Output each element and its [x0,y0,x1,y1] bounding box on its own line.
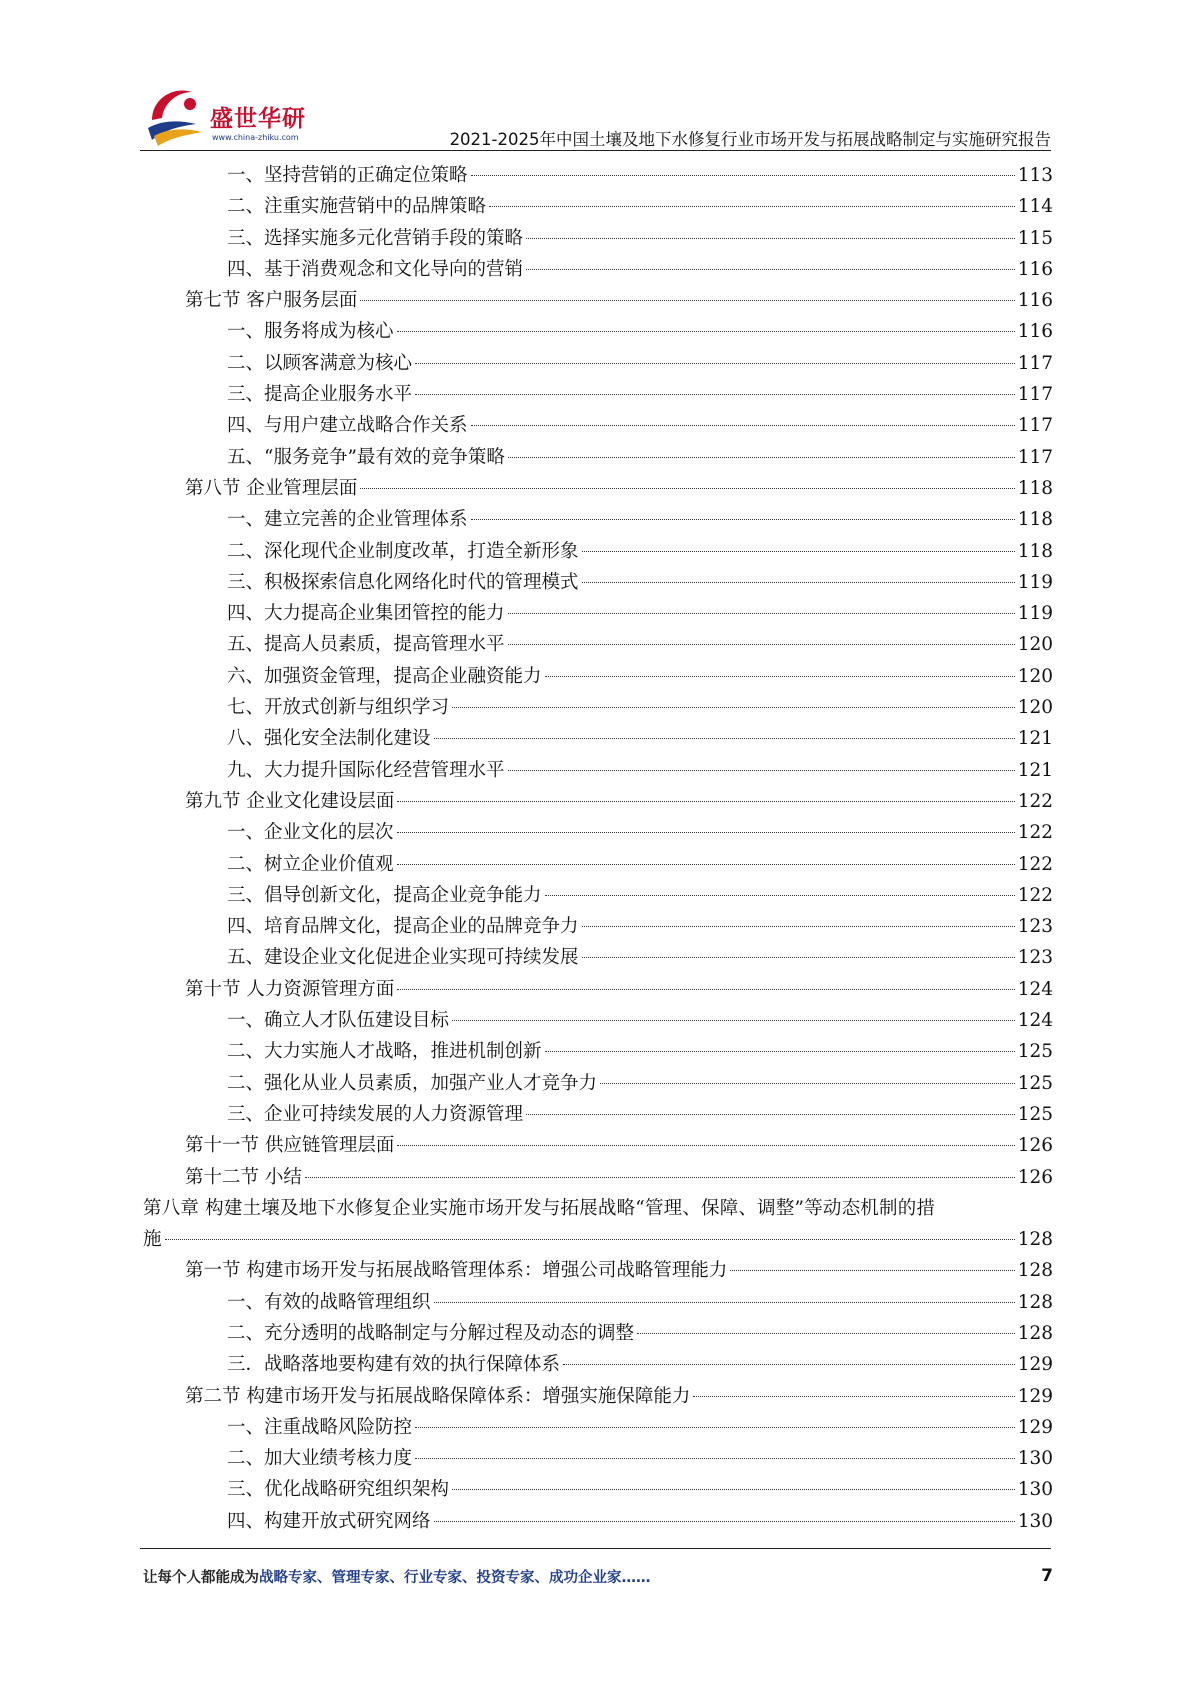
toc-entry-text: 二、深化现代企业制度改革，打造全新形象 [227,540,579,562]
toc-page-number: 128 [1017,1322,1053,1344]
toc-subsection-entry[interactable] [143,911,1053,942]
toc-page-number: 124 [1017,1010,1053,1032]
toc-page-number: 128 [1017,1291,1053,1313]
toc-page-number: 120 [1017,697,1053,719]
toc-subsection-entry[interactable] [143,254,1053,285]
toc-leader-dots [397,801,1014,802]
toc-page-number: 117 [1017,352,1053,374]
toc-leader-dots [693,1396,1014,1397]
toc-entry-text: 一、确立人才队伍建设目标 [227,1010,450,1032]
toc-section-entry[interactable] [143,473,1053,504]
toc-page-number: 119 [1017,571,1053,593]
table-of-contents [143,160,1053,1537]
toc-leader-dots [489,206,1015,207]
toc-leader-dots [471,175,1015,176]
toc-entry-text: 三、积极探索信息化网络化时代的管理模式 [227,571,579,593]
logo-swoosh-icon [140,80,210,150]
toc-subsection-entry[interactable] [143,661,1053,692]
toc-page-number: 126 [1017,1166,1053,1188]
toc-leader-dots [582,551,1015,552]
toc-leader-dots [582,957,1015,958]
toc-subsection-entry[interactable] [143,629,1053,660]
toc-section-entry[interactable] [143,1255,1053,1286]
toc-subsection-entry[interactable] [143,316,1053,347]
toc-entry-text: 第一节 构建市场开发与拓展战略管理体系：增强公司战略管理能力 [185,1260,728,1282]
toc-leader-dots [415,363,1015,364]
toc-entry-text: 四、构建开放式研究网络 [227,1510,431,1532]
logo-name: 盛世华研 [210,106,306,132]
page-footer [143,1566,1053,1594]
toc-entry-text: 二、树立企业价值观 [227,853,394,875]
toc-page-number: 128 [1017,1260,1053,1282]
toc-entry-text: 三、优化战略研究组织架构 [227,1479,450,1501]
toc-section-entry[interactable] [143,1162,1053,1193]
toc-entry-text: 第十二节 小结 [185,1166,302,1188]
toc-page-number: 130 [1017,1510,1053,1532]
toc-subsection-entry[interactable] [143,348,1053,379]
toc-page-number: 116 [1017,321,1053,343]
toc-entry-text: 三、提高企业服务水平 [227,384,413,406]
toc-page-number: 115 [1017,227,1053,249]
toc-subsection-entry[interactable] [143,1412,1053,1443]
toc-page-number: 119 [1017,603,1053,625]
toc-leader-dots [526,1114,1015,1115]
toc-page-number: 114 [1017,196,1053,218]
toc-subsection-entry[interactable] [143,1349,1053,1380]
toc-leader-dots [397,864,1015,865]
toc-page-number: 118 [1017,477,1053,499]
toc-entry-text: 三、企业可持续发展的人力资源管理 [227,1103,524,1125]
toc-page-number: 122 [1017,884,1053,906]
toc-entry-text: 一、注重战略风险防控 [227,1416,413,1438]
toc-leader-dots [434,1521,1015,1522]
toc-subsection-entry[interactable] [143,567,1053,598]
toc-leader-dots [545,676,1015,677]
toc-leader-dots [508,770,1015,771]
toc-subsection-entry[interactable] [143,536,1053,567]
toc-entry-text: 一、企业文化的层次 [227,822,394,844]
toc-page-number: 118 [1017,540,1053,562]
toc-leader-dots [415,394,1015,395]
toc-subsection-entry[interactable] [143,849,1053,880]
toc-page-number: 129 [1017,1416,1053,1438]
toc-page-number: 125 [1017,1072,1053,1094]
toc-subsection-entry[interactable] [143,755,1053,786]
toc-entry-text: 第九节 企业文化建设层面 [185,790,395,812]
toc-subsection-entry[interactable] [143,1318,1053,1349]
toc-leader-dots [582,926,1015,927]
toc-entry-text: 第八节 企业管理层面 [185,477,358,499]
toc-entry-text: 五、建设企业文化促进企业实现可持续发展 [227,947,579,969]
toc-entry-text: 六、加强资金管理，提高企业融资能力 [227,665,542,687]
toc-subsection-entry[interactable] [143,1443,1053,1474]
toc-page-number: 122 [1017,853,1053,875]
toc-entry-text: 第十节 人力资源管理方面 [185,978,395,1000]
toc-subsection-entry[interactable] [143,817,1053,848]
toc-page-number: 130 [1017,1479,1053,1501]
company-logo [140,80,315,150]
toc-leader-dots [471,425,1015,426]
toc-subsection-entry[interactable] [143,223,1053,254]
toc-entry-text: 二、加大业绩考核力度 [227,1448,413,1470]
toc-entry-text: 四、大力提高企业集团管控的能力 [227,603,505,625]
toc-entry-text: 四、培育品牌文化，提高企业的品牌竞争力 [227,916,579,938]
toc-page-number: 117 [1017,415,1053,437]
toc-entry-text: 九、大力提升国际化经营管理水平 [227,759,505,781]
toc-leader-dots [415,1458,1015,1459]
toc-entry-text: 二、大力实施人才战略，推进机制创新 [227,1041,542,1063]
toc-leader-dots [508,457,1015,458]
toc-leader-dots [508,613,1015,614]
toc-entry-text: 一、坚持营销的正确定位策略 [227,165,468,186]
toc-subsection-entry[interactable] [143,598,1053,629]
toc-entry-text: 五、提高人员素质，提高管理水平 [227,634,505,656]
page-header [0,0,1191,152]
toc-entry-text: 五、“服务竞争”最有效的竞争策略 [227,446,505,468]
toc-entry-text: 一、建立完善的企业管理体系 [227,509,468,531]
toc-entry-text: 一、服务将成为核心 [227,321,394,343]
toc-leader-dots [452,1489,1015,1490]
toc-section-entry[interactable] [143,1130,1053,1161]
toc-page-number: 116 [1017,258,1053,280]
toc-leader-dots [563,1364,1015,1365]
toc-leader-dots [545,895,1015,896]
toc-entry-text: 第二节 构建市场开发与拓展战略保障体系：增强实施保障能力 [185,1385,691,1407]
toc-leader-dots [434,1302,1015,1303]
toc-entry-text: 二、强化从业人员素质，加强产业人才竞争力 [227,1072,598,1094]
toc-section-entry[interactable] [143,285,1053,316]
toc-entry-text: 施 [143,1229,162,1251]
toc-page-number: 130 [1017,1448,1053,1470]
footer-slogan-prefix: 让每个人都能成为 [143,1570,259,1586]
toc-page-number: 129 [1017,1354,1053,1376]
toc-subsection-entry[interactable] [143,1474,1053,1505]
toc-entry-text: 二、以顾客满意为核心 [227,352,413,374]
toc-page-number: 118 [1017,509,1053,531]
report-title: 2021-2025年中国土壤及地下水修复行业市场开发与拓展战略制定与实施研究报告 [449,130,1051,149]
toc-subsection-entry[interactable] [143,1287,1053,1318]
toc-entry-text: 一、有效的战略管理组织 [227,1291,431,1313]
toc-leader-dots [526,238,1015,239]
toc-subsection-entry[interactable] [143,1099,1053,1130]
toc-page-number: 125 [1017,1041,1053,1063]
toc-page-number: 120 [1017,634,1053,656]
toc-subsection-entry[interactable] [143,692,1053,723]
toc-entry-text: 二、充分透明的战略制定与分解过程及动态的调整 [227,1322,635,1344]
toc-subsection-entry[interactable] [143,410,1053,441]
toc-subsection-entry[interactable] [143,1036,1053,1067]
toc-leader-dots [415,1427,1015,1428]
toc-subsection-entry[interactable] [143,379,1053,410]
toc-entry-text: 八、强化安全法制化建设 [227,728,431,750]
toc-entry-text: 四、与用户建立战略合作关系 [227,415,468,437]
page-number: 7 [1041,1566,1053,1586]
toc-page-number: 122 [1017,790,1053,812]
toc-page-number: 129 [1017,1385,1053,1407]
toc-leader-dots [397,989,1014,990]
toc-leader-dots [360,300,1014,301]
toc-leader-dots [545,1051,1015,1052]
logo-url: www.china-zhiku.com [212,133,299,142]
footer-slogan-highlight: 战略专家、管理专家、行业专家、投资专家、成功企业家…… [259,1570,651,1586]
toc-page-number: 121 [1017,728,1053,750]
toc-page-number: 123 [1017,916,1053,938]
toc-page-number: 125 [1017,1103,1053,1125]
toc-subsection-entry[interactable] [143,880,1053,911]
toc-section-entry[interactable] [143,974,1053,1005]
toc-page-number: 113 [1017,165,1053,186]
toc-leader-dots [452,1020,1015,1021]
toc-leader-dots [508,644,1015,645]
toc-leader-dots [600,1083,1015,1084]
toc-page-number: 120 [1017,665,1053,687]
header-divider [140,150,1051,151]
toc-entry-text: 第十一节 供应链管理层面 [185,1135,395,1157]
toc-page-number: 121 [1017,759,1053,781]
toc-leader-dots [397,832,1015,833]
toc-subsection-entry[interactable] [143,942,1053,973]
toc-leader-dots [305,1177,1015,1178]
toc-entry-text: 三、选择实施多元化营销手段的策略 [227,227,524,249]
toc-page-number: 124 [1017,978,1053,1000]
toc-entry-text: 四、基于消费观念和文化导向的营销 [227,258,524,280]
toc-page-number: 117 [1017,384,1053,406]
toc-subsection-entry[interactable] [143,442,1053,473]
toc-subsection-entry[interactable] [143,1005,1053,1036]
toc-subsection-entry[interactable] [143,1068,1053,1099]
toc-leader-dots [730,1270,1014,1271]
toc-chapter-title[interactable]: 第八章 构建土壤及地下水修复企业实施市场开发与拓展战略“管理、保障、调整”等动态机制的措 [143,1197,936,1219]
toc-page-number: 128 [1017,1229,1053,1251]
toc-subsection-entry[interactable] [143,160,1053,191]
footer-divider [140,1548,1051,1549]
toc-page-number: 126 [1017,1135,1053,1157]
toc-entry-text: 第七节 客户服务层面 [185,290,358,312]
toc-subsection-entry[interactable] [143,504,1053,535]
toc-entry-text: 三、倡导创新文化，提高企业竞争能力 [227,884,542,906]
toc-subsection-entry[interactable] [143,723,1053,754]
toc-section-entry[interactable] [143,786,1053,817]
toc-leader-dots [637,1333,1015,1334]
toc-page-number: 116 [1017,290,1053,312]
toc-leader-dots [582,582,1015,583]
toc-leader-dots [452,707,1015,708]
toc-page-number: 122 [1017,822,1053,844]
toc-subsection-entry[interactable] [143,1506,1053,1537]
toc-leader-dots [434,738,1015,739]
toc-page-number: 117 [1017,446,1053,468]
toc-leader-dots [397,1145,1014,1146]
toc-leader-dots [360,488,1014,489]
toc-page-number: 123 [1017,947,1053,969]
toc-leader-dots [471,519,1015,520]
toc-subsection-entry[interactable] [143,191,1053,222]
toc-leader-dots [526,269,1015,270]
toc-entry-text: 三．战略落地要构建有效的执行保障体系 [227,1354,561,1376]
toc-entry[interactable] [143,1224,1053,1255]
toc-leader-dots [165,1239,1015,1240]
toc-entry-text: 七、开放式创新与组织学习 [227,697,450,719]
toc-entry-text: 二、注重实施营销中的品牌策略 [227,196,487,218]
toc-section-entry[interactable] [143,1381,1053,1412]
toc-leader-dots [397,331,1015,332]
